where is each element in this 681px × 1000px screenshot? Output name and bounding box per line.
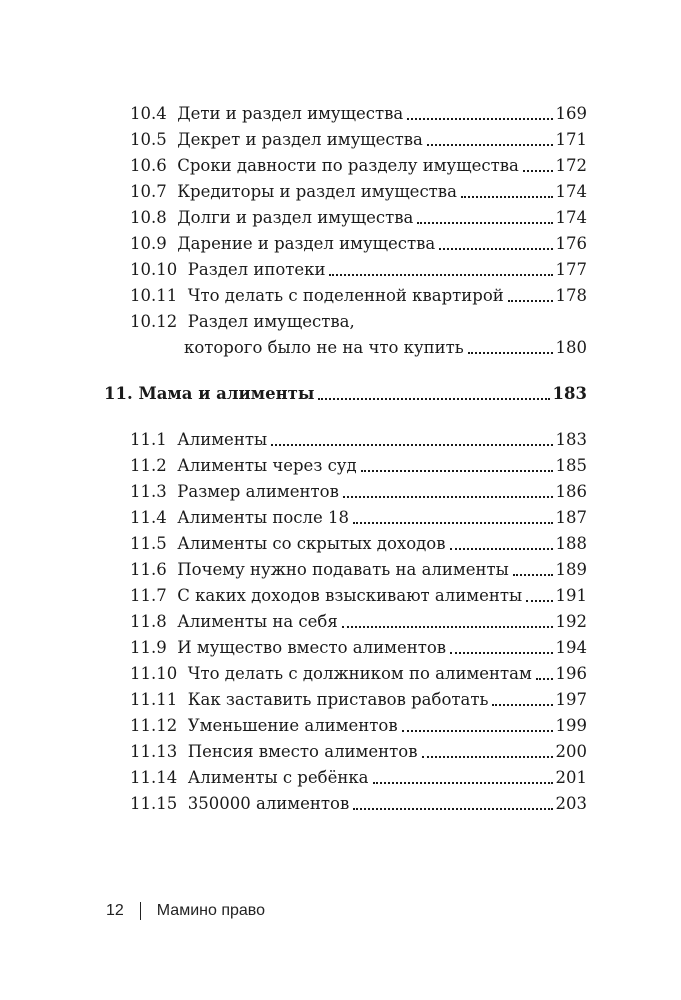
toc-entry[interactable] [130,556,587,580]
entry-page: 169 [555,104,587,123]
leader-dots [513,574,553,576]
toc-entry[interactable] [130,230,587,254]
leader-dots [526,600,552,602]
toc-entry[interactable] [130,686,587,710]
toc-entry[interactable] [130,204,587,228]
entry-number: 10.7 [130,182,167,201]
leader-dots [450,548,553,550]
toc-entry[interactable] [130,152,587,176]
entry-page: 199 [555,716,587,735]
entry-number: 11.6 [130,560,167,579]
toc-entry-multiline[interactable] [130,308,587,332]
entry-number: 11.13 [130,742,178,761]
toc-entry[interactable] [130,764,587,788]
toc-entry[interactable] [130,478,587,502]
entry-number: 10.6 [130,156,167,175]
entry-title: Уменьшение алиментов [187,716,398,735]
chapter-page: 183 [552,384,587,403]
leader-dots [318,398,549,400]
entry-number: 10.5 [130,130,167,149]
toc-entry[interactable] [130,660,587,684]
entry-title: Пенсия вместо алиментов [187,742,418,761]
leader-dots [402,730,553,732]
entry-title: Почему нужно подавать на алименты [177,560,509,579]
leader-dots [353,808,552,810]
entry-page: 171 [555,130,587,149]
entry-number: 10.8 [130,208,167,227]
entry-number: 11.4 [130,508,167,527]
toc-entry[interactable] [130,712,587,736]
entry-page: 201 [555,768,587,787]
entry-title: Что делать с поделенной квартирой [187,286,504,305]
entry-title: Алименты со скрытых доходов [177,534,446,553]
leader-dots [536,678,553,680]
entry-number: 10.10 [130,260,178,279]
entry-number: 11.12 [130,716,178,735]
toc-entry[interactable] [130,178,587,202]
entry-title: Раздел ипотеки [187,260,326,279]
entry-number: 11.15 [130,794,178,813]
entry-title: Алименты с ребёнка [187,768,369,787]
leader-dots [439,248,552,250]
entry-title: Кредиторы и раздел имущества [177,182,457,201]
entry-number: 11.7 [130,586,167,605]
entry-title: Дети и раздел имущества [177,104,404,123]
leader-dots [329,274,552,276]
entry-title: Размер алиментов [177,482,339,501]
leader-dots [343,496,553,498]
entry-title: Сроки давности по разделу имущества [177,156,519,175]
leader-dots [422,756,553,758]
entry-page: 177 [555,260,587,279]
entry-title: Алименты [177,430,268,449]
entry-title: Декрет и раздел имущества [177,130,423,149]
leader-dots [271,444,552,446]
leader-dots [353,522,553,524]
entry-title: Алименты после 18 [177,508,349,527]
toc-entry[interactable] [130,504,587,528]
entry-title: Дарение и раздел имущества [177,234,436,253]
toc-entry[interactable] [130,582,587,606]
entry-title: Как заставить приставов работать [187,690,489,709]
entry-page: 176 [555,234,587,253]
entry-number: 11.5 [130,534,167,553]
leader-dots [342,626,553,628]
entry-title: 350000 алиментов [187,794,350,813]
entry-number: 10.4 [130,104,167,123]
toc-entry-continuation[interactable] [130,334,587,358]
toc-entry[interactable] [130,738,587,762]
entry-page: 192 [555,612,587,631]
entry-page: 188 [555,534,587,553]
entry-title: Алименты через суд [177,456,357,475]
entry-page: 178 [555,286,587,305]
page-number: 12 [106,902,124,919]
entry-page: 203 [555,794,587,813]
entry-title: Долги и раздел имущества [177,208,414,227]
toc-entry[interactable] [130,608,587,632]
entry-number: 11.11 [130,690,178,709]
entry-page: 180 [555,338,587,357]
leader-dots [373,782,553,784]
entry-page: 183 [555,430,587,449]
toc-entry[interactable] [130,530,587,554]
entry-number: 10.11 [130,286,178,305]
toc-entry[interactable] [130,634,587,658]
leader-dots [523,170,553,172]
entry-page: 187 [555,508,587,527]
entry-title-continuation: которого было не на что купить [184,338,464,357]
leader-dots [361,470,553,472]
page-footer [106,902,265,920]
leader-dots [468,352,553,354]
entry-number: 11.9 [130,638,167,657]
entry-number: 11.3 [130,482,167,501]
entry-number: 11.1 [130,430,167,449]
leader-dots [508,300,553,302]
entry-page: 172 [555,156,587,175]
entry-page: 194 [555,638,587,657]
chapter-number: 11. [104,384,133,403]
entry-page: 174 [555,182,587,201]
leader-dots [417,222,552,224]
entry-page: 191 [555,586,587,605]
leader-dots [427,144,553,146]
entry-title: Раздел имущества, [187,312,355,331]
book-title: Мамино право [156,902,265,919]
toc-entry[interactable] [130,100,587,124]
entry-title: Алименты на себя [177,612,338,631]
toc-entry[interactable] [130,256,587,280]
entry-page: 189 [555,560,587,579]
entry-number: 11.10 [130,664,178,683]
entry-title: С каких доходов взыскивают алименты [177,586,523,605]
entry-number: 11.14 [130,768,178,787]
entry-page: 196 [555,664,587,683]
entry-page: 200 [555,742,587,761]
toc-chapter-entry[interactable] [104,380,587,404]
entry-page: 197 [555,690,587,709]
entry-title: И мущество вместо алиментов [177,638,447,657]
toc-entry[interactable] [130,426,587,450]
entry-number: 10.9 [130,234,167,253]
entry-number: 11.8 [130,612,167,631]
chapter-title: Мама и алименты [138,384,315,403]
leader-dots [450,652,552,654]
entry-page: 185 [555,456,587,475]
footer-separator [140,902,141,920]
toc-entry[interactable] [130,126,587,150]
entry-number: 10.12 [130,312,178,331]
toc-entry[interactable] [130,452,587,476]
leader-dots [407,118,552,120]
entry-page: 186 [555,482,587,501]
toc-entry[interactable] [130,282,587,306]
leader-dots [461,196,553,198]
toc-entry[interactable] [130,790,587,814]
leader-dots [492,704,552,706]
entry-title: Что делать с должником по алиментам [187,664,532,683]
entry-page: 174 [555,208,587,227]
entry-number: 11.2 [130,456,167,475]
